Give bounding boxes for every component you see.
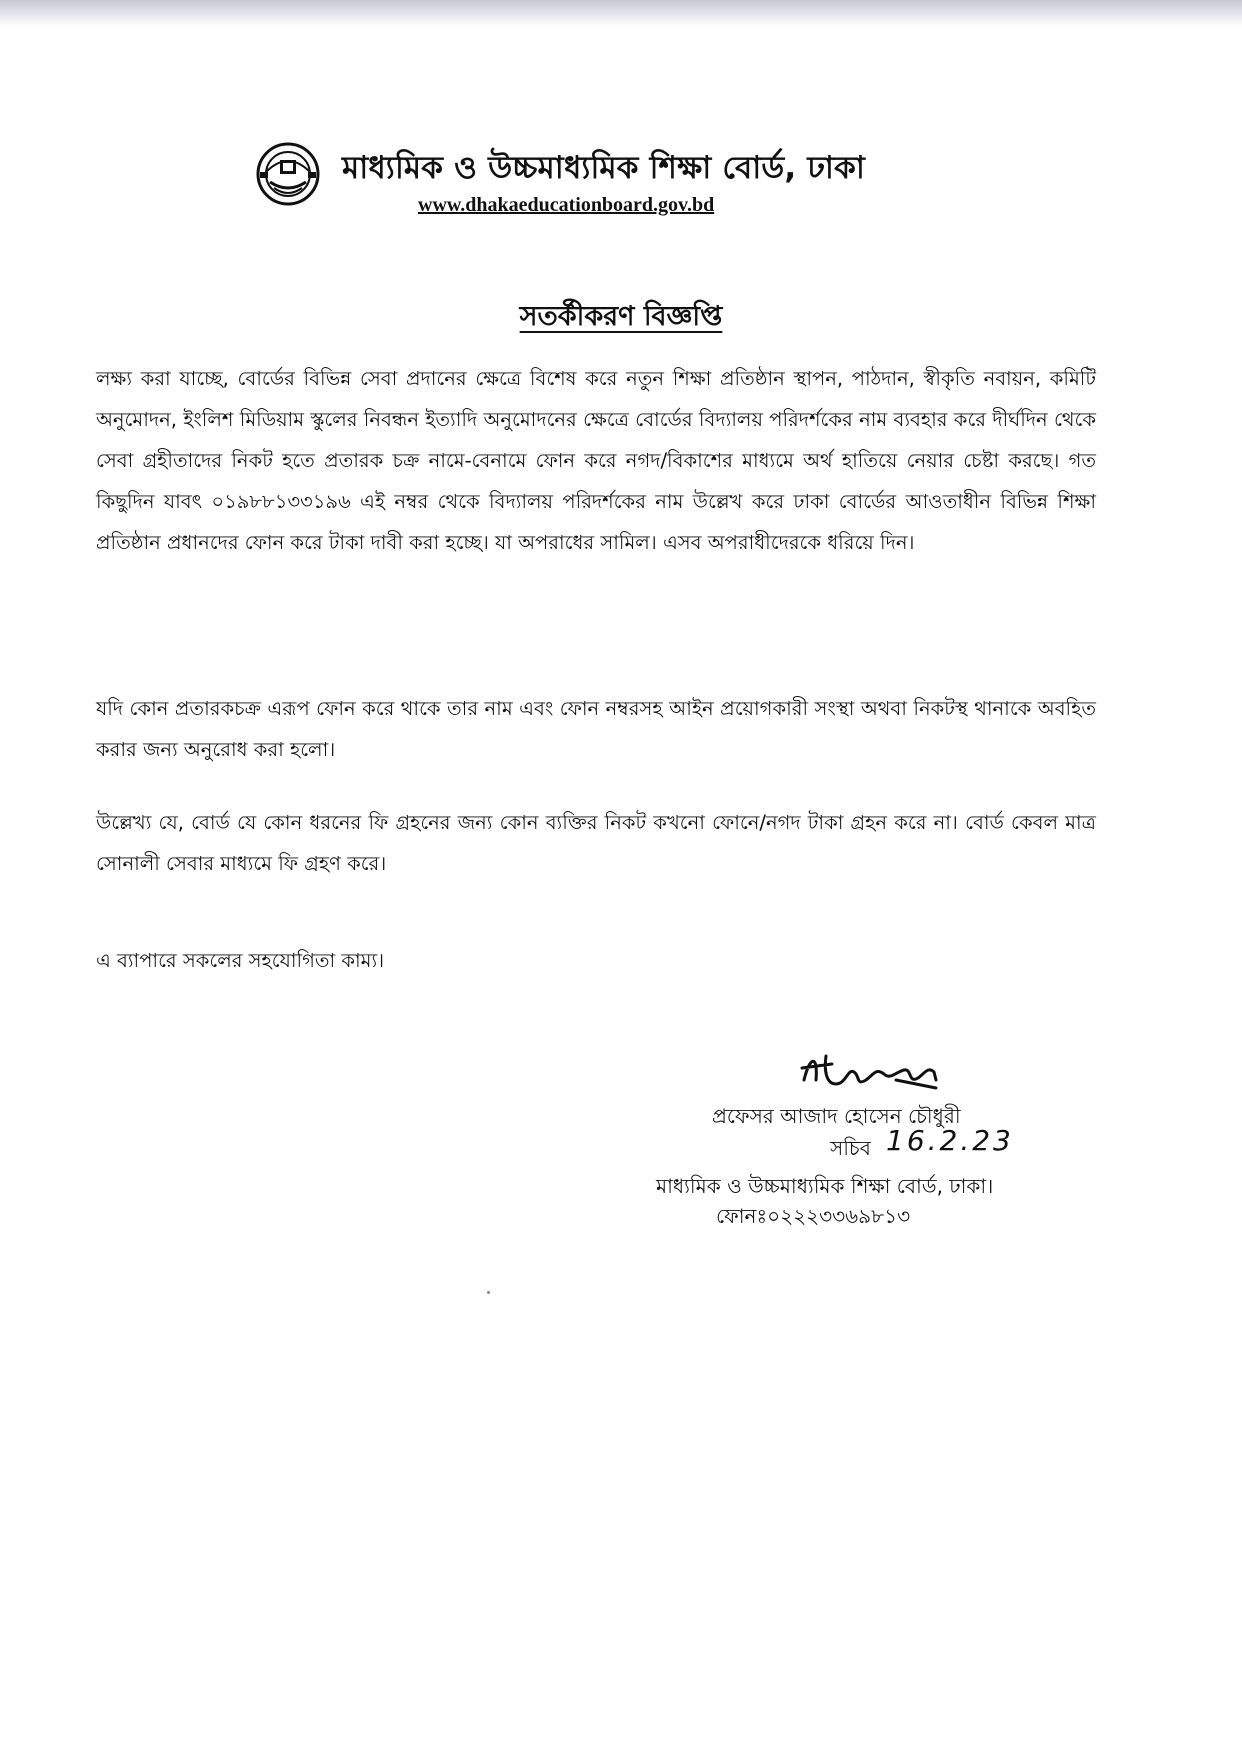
letterhead	[256, 138, 896, 218]
scan-speck	[487, 1291, 490, 1294]
signatory-phone: ফোনঃ০২২২৩৩৬৯৮১৩	[716, 1204, 911, 1228]
board-website: www.dhakaeducationboard.gov.bd	[418, 194, 715, 216]
notice-paragraph-4: এ ব্যাপারে সকলের সহযোগিতা কাম্য।	[96, 949, 385, 972]
notice-title-text: সতর্কীকরণ বিজ্ঞপ্তি	[519, 301, 723, 332]
board-seal-icon	[256, 142, 320, 206]
handwritten-date: 16.2.23	[886, 1124, 1014, 1157]
board-name: মাধ্যমিক ও উচ্চমাধ্যমিক শিক্ষা বোর্ড, ঢাকা	[342, 150, 866, 186]
notice-paragraph-3: উল্লেখ্য যে, বোর্ড যে কোন ধরনের ফি গ্রহনের জন্য কোন ব্যক্তির নিকট কখনো ফোনে/নগদ টাকা গ্রহন করে না। বোর্ড কেবল মাত্র সোনালী সেবার মাধ্যমে ফি গ্রহণ করে।	[96, 811, 1096, 875]
notice-paragraph-1: লক্ষ্য করা যাচ্ছে, বোর্ডের বিভিন্ন সেবা প্রদানের ক্ষেত্রে বিশেষ করে নতুন শিক্ষা প্রতিষ্ঠান স্থাপন, পাঠদান, স্বীকৃতি নবায়ন, কমিটি অনুমোদন, ইংলিশ মিডিয়াম স্কুলের নিবন্ধন ইত্যাদি অনুমোদনের ক্ষেত্রে বোর্ডের বিদ্যালয় পরিদর্শকের নাম ব্যবহার করে দীর্ঘদিন থেকে সেবা গ্রহীতাদের নিকট হতে প্রতারক চক্র নামে-বেনামে ফোন করে নগদ/বিকাশের মাধ্যমে অর্থ হাতিয়ে নেয়ার চেষ্টা করছে। গত কিছুদিন যাবৎ ০১৯৮৮১৩৩১৯৬ এই নম্বর থেকে বিদ্যালয় পরিদর্শকের নাম উল্লেখ করে ঢাকা বোর্ডের আওতাধীন বিভিন্ন শিক্ষা প্রতিষ্ঠান প্রধানদের ফোন করে টাকা দাবী করা হচ্ছে। যা অপরাধের সামিল। এসব অপরাধীদেরকে ধরিয়ে দিন।	[96, 367, 1096, 554]
signatory-title: সচিব	[830, 1136, 871, 1160]
notice-paragraph-2: যদি কোন প্রতারকচক্র এরূপ ফোন করে থাকে তার নাম এবং ফোন নম্বরসহ আইন প্রয়োগকারী সংস্থা অথবা নিকটস্থ থানাকে অবহিত করার জন্য অনুরোধ করা হলো।	[96, 697, 1096, 761]
handwritten-signature	[796, 1050, 946, 1096]
signatory-name: প্রফেসর আজাদ হোসেন চৌধুরী	[712, 1104, 961, 1128]
signatory-organization: মাধ্যমিক ও উচ্চমাধ্যমিক শিক্ষা বোর্ড, ঢাকা।	[656, 1174, 994, 1198]
notice-title	[0, 296, 1242, 341]
signature-block	[620, 1050, 1100, 1250]
